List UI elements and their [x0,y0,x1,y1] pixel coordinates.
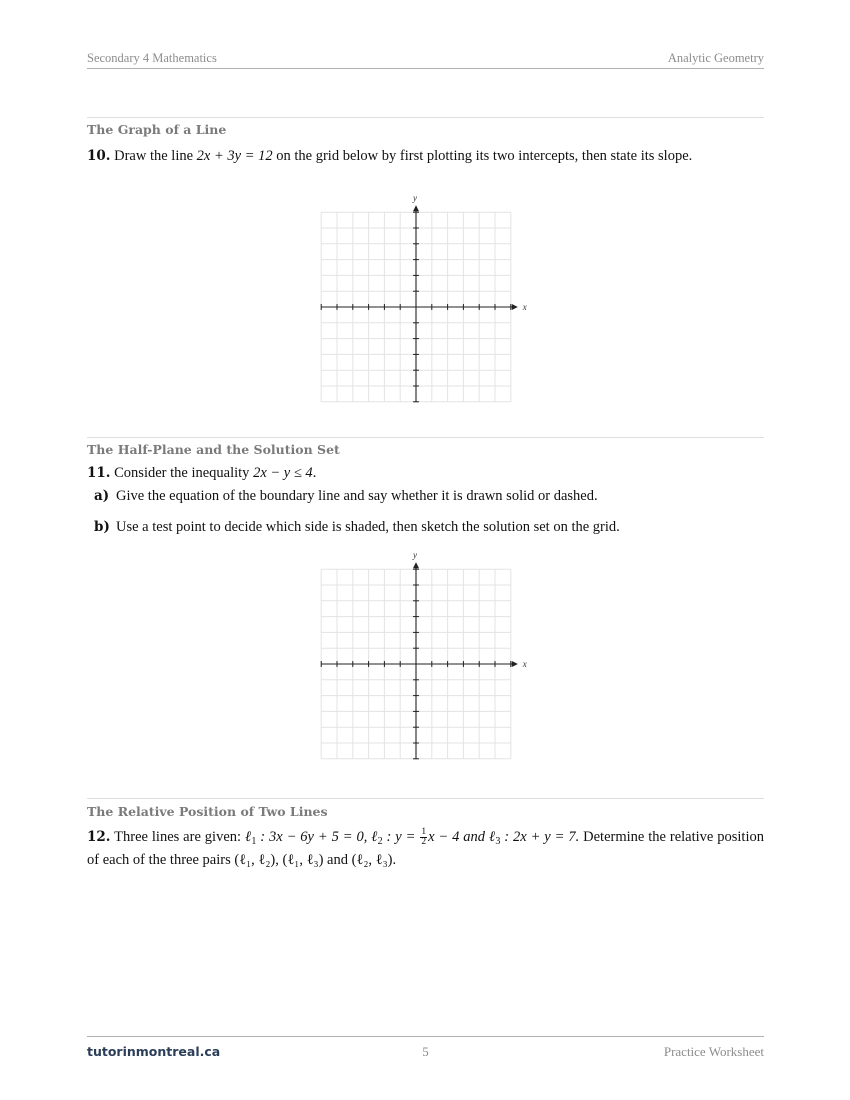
header-topic: Analytic Geometry [667,51,764,65]
y-axis-label: y [413,550,417,561]
question-text: Consider the inequality [114,465,254,481]
coordinate-grid[interactable] [310,193,530,406]
x-axis-arrow [512,661,518,667]
worksheet-label: Practice Worksheet [663,1044,764,1059]
section-title: The Half-Plane and the Solution Set [87,442,340,457]
question-10 [87,147,764,165]
question-number: 12. [87,829,111,845]
fraction: $\frac{1}{2}$ [421,827,427,848]
line-2-equation-rest: x − 4 and [428,829,489,845]
y-axis-arrow [413,562,419,568]
x-axis-arrow [512,304,518,310]
question-text: Determine the relative position of each of the three pairs [87,829,764,868]
question-part-b [94,518,764,536]
question-12: 12. Three lines are given: ℓ$_1$ : 3x − 6y + 5 = 0, ℓ$_2$ : y = $\frac{1}{2}$ x − 4 and ℓ$_3$ : 2x + y = 7. Determine the relative position of each of the three pairs (ℓ₁, ℓ₂), (ℓ₁, ℓ₃) and (ℓ₂, ℓ₃). [87,827,764,868]
question-11 [87,464,764,482]
question-part-a [94,487,764,505]
site-link[interactable]: tutorinmontreal.ca [87,1044,221,1059]
equation: 2x + 3y = 12 [196,148,273,164]
question-text: Three lines are given: [114,829,245,845]
part-label: a) [94,488,110,504]
section-divider [87,437,764,438]
x-axis-label: x [522,659,527,669]
page-header [87,51,764,69]
section-title: The Graph of a Line [87,122,227,137]
page-footer [87,1036,764,1061]
part-text: Give the equation of the boundary line and say whether it is drawn solid or dashed. [116,488,598,504]
section-title: The Relative Position of Two Lines [87,804,328,819]
question-text: on the grid below by first plotting its two intercepts, then state its slope. [272,148,693,164]
y-axis-label: y [413,193,417,204]
line-1-equation: : 3x − 6y + 5 = 0, [260,829,372,845]
inequality: 2x − y ≤ 4 [253,465,313,481]
line-pairs: (ℓ₁, ℓ₂), (ℓ₁, ℓ₃) and (ℓ₂, ℓ₃). [234,852,397,868]
coordinate-grid[interactable] [310,550,530,763]
question-number: 11. [87,465,111,481]
part-label: b) [94,519,110,535]
question-number: 10. [87,148,111,164]
line-3-equation: : 2x + y = 7. [504,829,580,845]
y-axis-arrow [413,205,419,211]
page-number: 5 [422,1044,429,1059]
section-divider [87,117,764,118]
part-text: Use a test point to decide which side is shaded, then sketch the solution set on the grid. [116,519,620,535]
question-text: Draw the line [114,148,197,164]
section-divider [87,798,764,799]
header-course: Secondary 4 Mathematics [87,51,217,65]
x-axis-label: x [522,302,527,312]
question-text: . [312,465,317,481]
line-2-equation: : y = [386,829,420,845]
